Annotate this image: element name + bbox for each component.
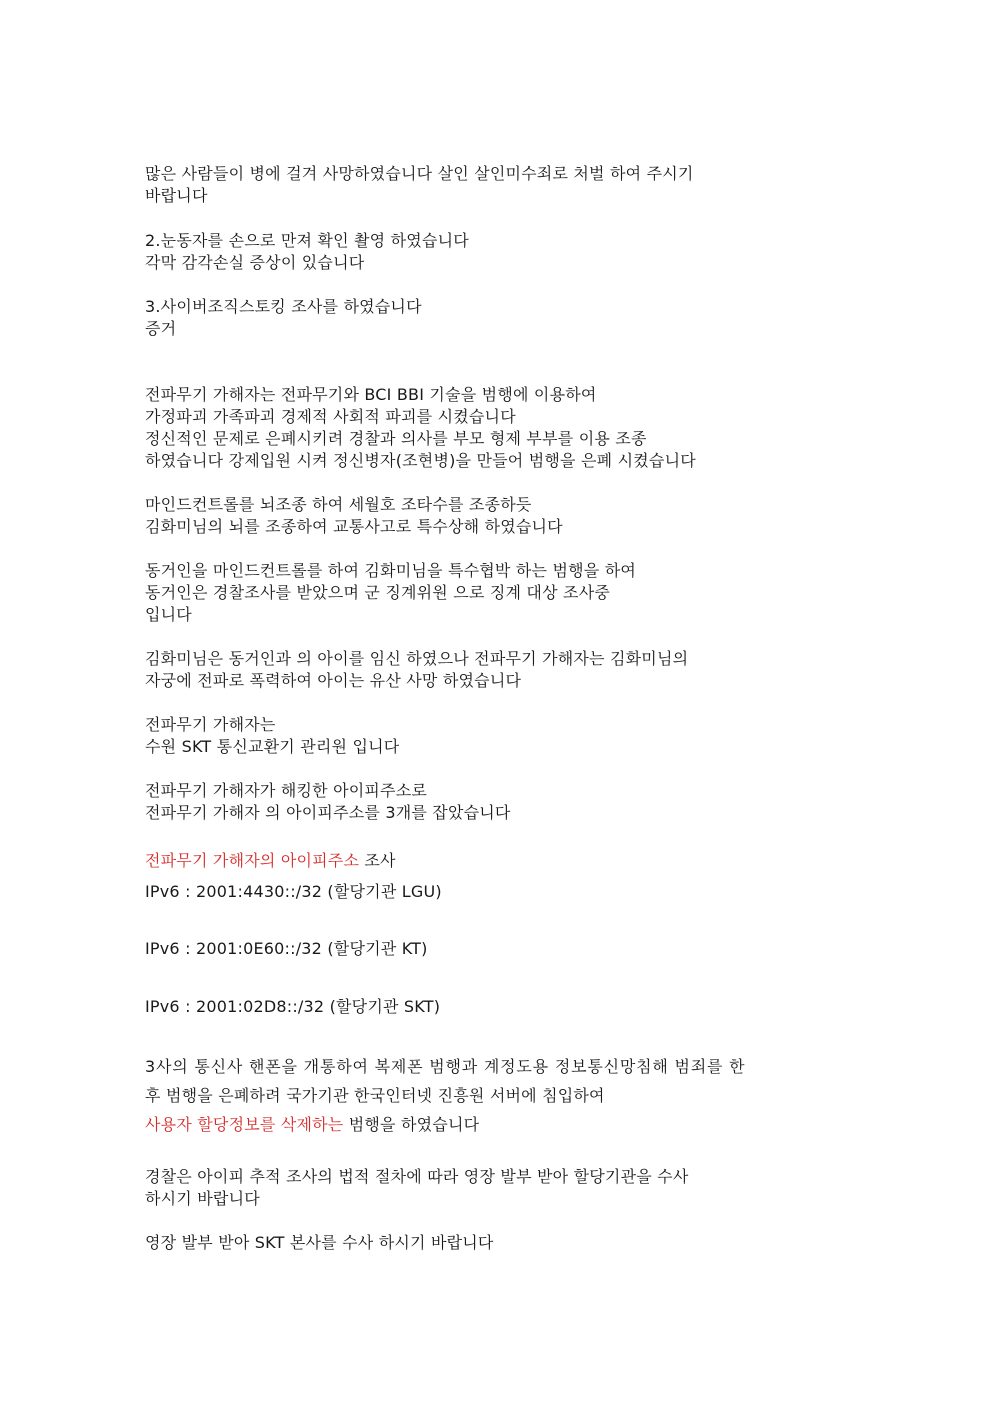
- ip-address-kt: IPv6 : 2001:0E60::/32 (할당기관 KT): [145, 939, 428, 958]
- text-line: 전파무기 가해자 의 아이피주소를 3개를 잡았습니다: [145, 803, 511, 822]
- ip-heading-highlight: 전파무기 가해자의 아이피주소: [145, 851, 360, 870]
- text-line: 후 범행을 은폐하려 국가기관 한국인터넷 진흥원 서버에 침입하여: [145, 1086, 605, 1105]
- text-line: 입니다: [145, 605, 192, 624]
- deletion-line: [145, 1114, 479, 1136]
- deletion-highlight: 사용자 할당정보를 삭제하는: [145, 1115, 344, 1134]
- deletion-rest: 범행을 하였습니다: [343, 1115, 480, 1134]
- text-line: 각막 감각손실 증상이 있습니다: [145, 253, 365, 272]
- text-line: 경찰은 아이피 추적 조사의 법적 절차에 따라 영장 발부 받아 할당기관을 수사: [145, 1167, 689, 1186]
- text-line: 3사의 통신사 핸폰을 개통하여 복제폰 범행과 계정도용 정보통신망침해 범죄를 한: [145, 1057, 746, 1076]
- text-line: 마인드컨트롤를 뇌조종 하여 세월호 조타수를 조종하듯: [145, 495, 532, 514]
- text-line: 정신적인 문제로 은폐시키려 경찰과 의사를 부모 형제 부부를 이용 조종: [145, 429, 647, 448]
- text-line: 동거인을 마인드컨트롤를 하여 김화미님을 특수협박 하는 범행을 하여: [145, 561, 637, 580]
- text-line: 2.눈동자를 손으로 만져 확인 촬영 하였습니다: [145, 231, 469, 250]
- ip-address-lgu: IPv6 : 2001:4430::/32 (할당기관 LGU): [145, 882, 442, 901]
- text-line: 3.사이버조직스토킹 조사를 하였습니다: [145, 297, 422, 316]
- text-line: 많은 사람들이 병에 걸겨 사망하였습니다 살인 살인미수죄로 처벌 하여 주시기: [145, 164, 694, 183]
- text-line: 증거: [145, 319, 177, 338]
- text-line: 하시기 바랍니다: [145, 1189, 260, 1208]
- text-line: 바랍니다: [145, 186, 208, 205]
- text-line: 가정파괴 가족파괴 경제적 사회적 파괴를 시켰습니다: [145, 407, 516, 426]
- text-line: 자궁에 전파로 폭력하여 아이는 유산 사망 하였습니다: [145, 671, 522, 690]
- text-line: 전파무기 가해자는 전파무기와 BCI BBI 기술을 범행에 이용하여: [145, 385, 597, 404]
- text-line: 전파무기 가해자가 해킹한 아이피주소로: [145, 781, 428, 800]
- text-line: 하였습니다 강제입원 시켜 정신병자(조현병)을 만들어 범행을 은폐 시켰습니다: [145, 451, 696, 470]
- text-line: 영장 발부 받아 SKT 본사를 수사 하시기 바랍니다: [145, 1233, 494, 1252]
- ip-address-skt: IPv6 : 2001:02D8::/32 (할당기관 SKT): [145, 997, 441, 1016]
- ip-section-heading: [145, 850, 396, 872]
- text-line: 전파무기 가해자는: [145, 715, 276, 734]
- text-line: 김화미님은 동거인과 의 아이를 임신 하였으나 전파무기 가해자는 김화미님의: [145, 649, 689, 668]
- text-line: 동거인은 경찰조사를 받았으며 군 징계위원 으로 징계 대상 조사중: [145, 583, 610, 602]
- text-line: 김화미님의 뇌를 조종하여 교통사고로 특수상해 하였습니다: [145, 517, 563, 536]
- ip-heading-rest: 조사: [359, 851, 396, 870]
- text-line: 수원 SKT 통신교환기 관리원 입니다: [145, 737, 400, 756]
